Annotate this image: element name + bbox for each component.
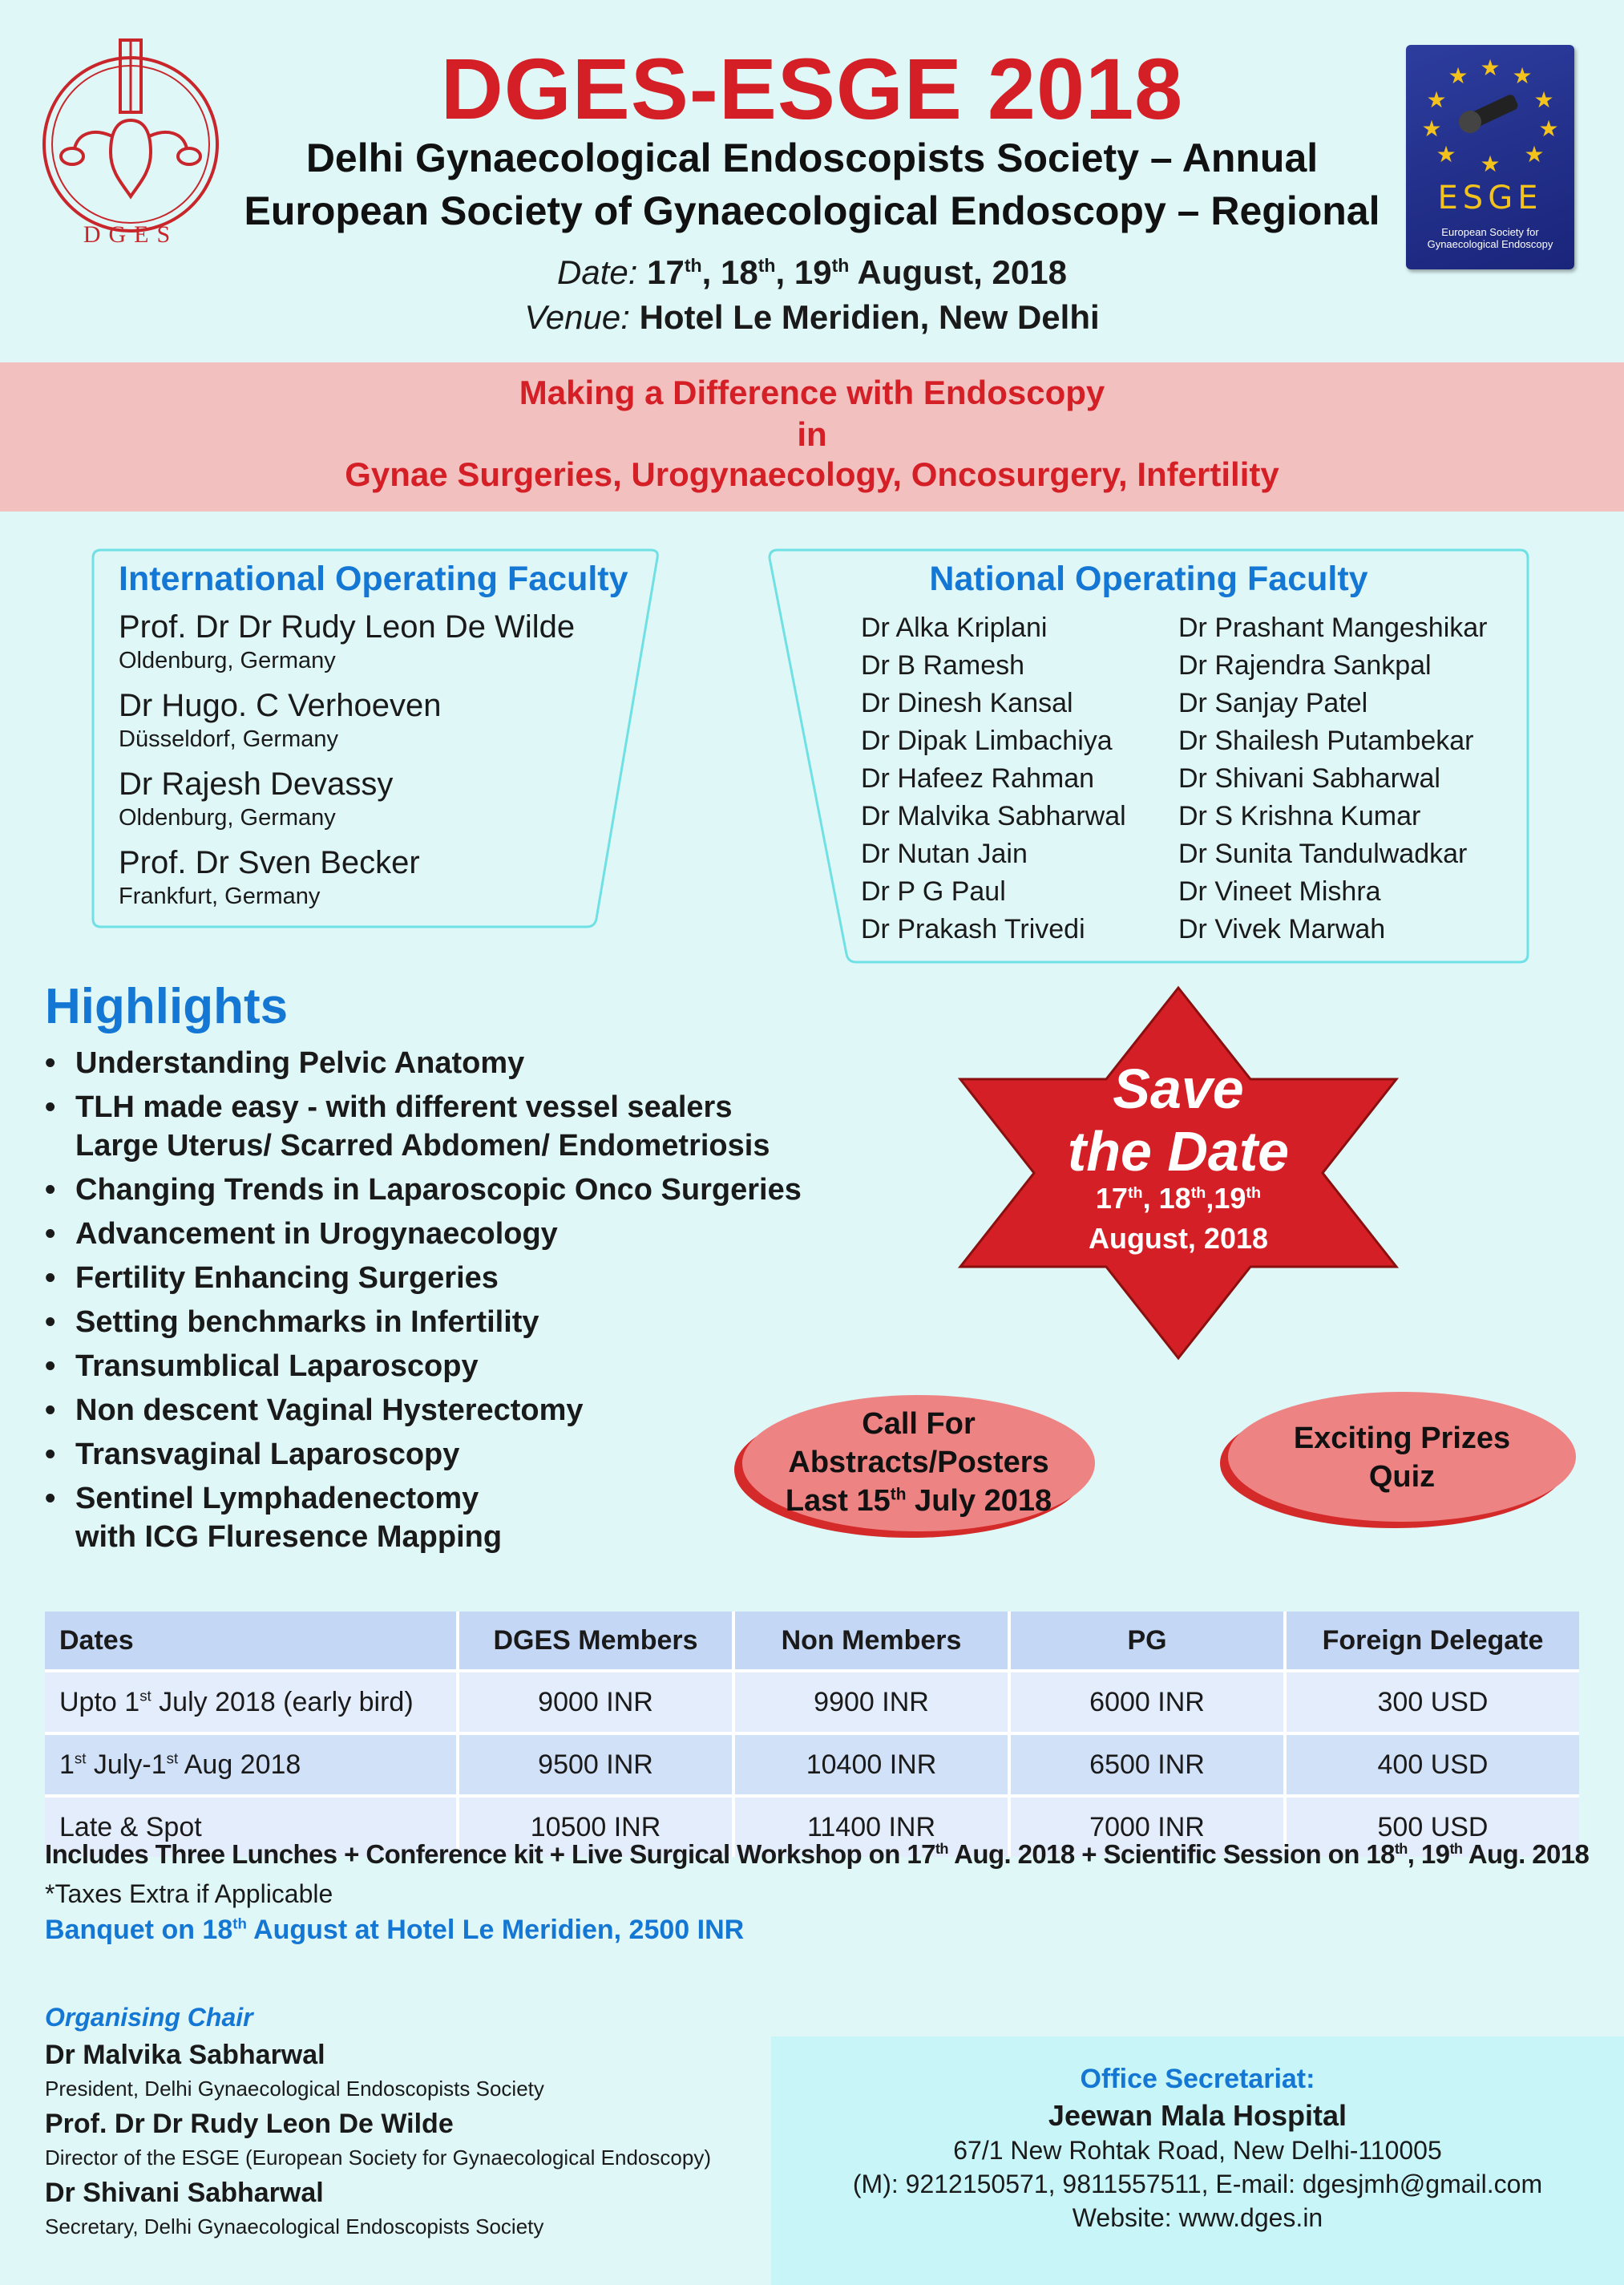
highlight-item: • Sentinel Lymphadenectomy with ICG Fluresence Mapping bbox=[45, 1479, 814, 1556]
event-date: Date: 17th, 18th, 19th August, 2018 bbox=[557, 253, 1067, 291]
esge-stars-icon bbox=[1406, 45, 1574, 181]
esge-logo bbox=[1406, 45, 1574, 269]
svg-text:★: ★ bbox=[1512, 63, 1533, 89]
natl-faculty-name: Dr S Krishna Kumar bbox=[1178, 801, 1421, 831]
table-header-row bbox=[45, 1612, 1579, 1671]
fee-cell: 10400 INR bbox=[733, 1733, 1009, 1796]
natl-faculty-name: Dr P G Paul bbox=[861, 876, 1006, 907]
svg-text:★: ★ bbox=[1436, 141, 1456, 168]
fee-cell: 9500 INR bbox=[458, 1733, 733, 1796]
secretariat-title: Office Secretariat: bbox=[1080, 2064, 1315, 2094]
fee-cell: 11400 INR bbox=[733, 1796, 1009, 1857]
natl-faculty-name: Dr Nutan Jain bbox=[861, 839, 1028, 869]
column-header: Dates bbox=[45, 1612, 458, 1671]
natl-faculty-name: Dr Shailesh Putambekar bbox=[1178, 726, 1474, 756]
secretariat-address: 67/1 New Rohtak Road, New Delhi-110005 bbox=[953, 2136, 1442, 2165]
intl-faculty-location: Düsseldorf, Germany bbox=[119, 726, 338, 752]
svg-text:★: ★ bbox=[1533, 87, 1554, 113]
secretariat-website: Website: www.dges.in bbox=[1072, 2203, 1323, 2232]
national-faculty-col-1 bbox=[861, 609, 1126, 948]
natl-faculty-name: Dr Prashant Mangeshikar bbox=[1178, 613, 1488, 643]
fee-cell: 400 USD bbox=[1285, 1733, 1579, 1796]
esge-logo-text: ESGE bbox=[1437, 180, 1543, 216]
highlight-item: • Understanding Pelvic Anatomy bbox=[45, 1044, 814, 1082]
prizes-line-1: Exciting Prizes bbox=[1293, 1422, 1511, 1455]
natl-faculty-name: Dr B Ramesh bbox=[861, 650, 1025, 681]
highlight-item: • Advancement in Urogynaecology bbox=[45, 1215, 814, 1253]
fee-cell: 10500 INR bbox=[458, 1796, 733, 1857]
intl-faculty-location: Oldenburg, Germany bbox=[119, 805, 336, 831]
organiser-role: Director of the ESGE (European Society for Gynaecological Endoscopy) bbox=[45, 2145, 711, 2170]
highlight-item: • Transumblical Laparoscopy bbox=[45, 1347, 814, 1385]
international-faculty-title: International Operating Faculty bbox=[119, 560, 628, 598]
banquet-note: Banquet on 18th August at Hotel Le Meridien, 2500 INR bbox=[45, 1915, 745, 1945]
fee-cell: 500 USD bbox=[1285, 1796, 1579, 1857]
organiser-name: Prof. Dr Dr Rudy Leon De Wilde bbox=[45, 2109, 454, 2139]
svg-text:★: ★ bbox=[1421, 115, 1442, 142]
row-date: Upto 1st July 2018 (early bird) bbox=[45, 1671, 458, 1733]
prizes-line-2: Quiz bbox=[1368, 1460, 1436, 1494]
highlights-list bbox=[45, 1044, 814, 1562]
svg-text:★: ★ bbox=[1480, 151, 1501, 177]
svg-text:★: ★ bbox=[1448, 63, 1468, 89]
abstracts-line-1: Call For bbox=[862, 1407, 976, 1441]
save-the-date-line-1: Save bbox=[1113, 1058, 1244, 1120]
venue-label: Venue: bbox=[524, 298, 630, 336]
dges-logo-text: DGES bbox=[83, 221, 179, 248]
venue-text: Hotel Le Meridien, New Delhi bbox=[639, 298, 1100, 336]
natl-faculty-name: Dr Rajendra Sankpal bbox=[1178, 650, 1432, 681]
highlight-item: • Changing Trends in Laparoscopic Onco Surgeries bbox=[45, 1171, 814, 1209]
organiser-role: President, Delhi Gynaecological Endoscopists Society bbox=[45, 2077, 544, 2101]
fee-cell: 9900 INR bbox=[733, 1671, 1009, 1733]
fee-cell: 300 USD bbox=[1285, 1671, 1579, 1733]
natl-faculty-name: Dr Prakash Trivedi bbox=[861, 914, 1085, 944]
intl-faculty-name: Dr Hugo. C Verhoeven bbox=[119, 688, 442, 723]
svg-text:★: ★ bbox=[1480, 55, 1501, 81]
natl-faculty-name: Dr Dipak Limbachiya bbox=[861, 726, 1113, 756]
date-month: August, 2018 bbox=[857, 253, 1067, 291]
intl-faculty-name: Prof. Dr Sven Becker bbox=[119, 845, 420, 880]
banner-line-2: in bbox=[797, 415, 827, 453]
esge-logo-subtext: European Society for Gynaecological Endoscopy bbox=[1427, 226, 1553, 250]
natl-faculty-name: Dr Malvika Sabharwal bbox=[861, 801, 1126, 831]
registration-fee-table bbox=[45, 1612, 1579, 1857]
subtitle-dges: Delhi Gynaecological Endoscopists Society – Annual bbox=[305, 135, 1319, 180]
call-for-abstracts-badge bbox=[742, 1395, 1095, 1531]
intl-faculty-name: Prof. Dr Dr Rudy Leon De Wilde bbox=[119, 609, 576, 645]
save-the-date-month: August, 2018 bbox=[1088, 1222, 1269, 1255]
natl-faculty-name: Dr Hafeez Rahman bbox=[861, 763, 1095, 794]
organiser-role: Secretary, Delhi Gynaecological Endoscopists Society bbox=[45, 2214, 544, 2238]
national-faculty-col-2 bbox=[1178, 609, 1488, 948]
fee-cell: 9000 INR bbox=[458, 1671, 733, 1733]
fee-cell: 7000 INR bbox=[1009, 1796, 1285, 1857]
natl-faculty-name: Dr Shivani Sabharwal bbox=[1178, 763, 1440, 794]
column-header: Non Members bbox=[733, 1612, 1009, 1671]
taxes-note: *Taxes Extra if Applicable bbox=[45, 1879, 333, 1908]
subtitle-esge: European Society of Gynaecological Endoscopy – Regional bbox=[244, 188, 1380, 233]
natl-faculty-name: Dr Sanjay Patel bbox=[1178, 688, 1368, 718]
intl-faculty-name: Dr Rajesh Devassy bbox=[119, 766, 394, 802]
page-title: DGES-ESGE 2018 bbox=[440, 40, 1184, 137]
table-row bbox=[45, 1733, 1579, 1796]
abstracts-line-3: Last 15th July 2018 bbox=[785, 1484, 1052, 1518]
row-date: Late & Spot bbox=[45, 1796, 458, 1857]
intl-faculty-location: Frankfurt, Germany bbox=[119, 884, 321, 909]
svg-text:★: ★ bbox=[1538, 115, 1559, 142]
column-header: DGES Members bbox=[458, 1612, 733, 1671]
event-venue bbox=[0, 298, 1624, 337]
prizes-badge bbox=[1228, 1392, 1576, 1522]
highlight-item: • Setting benchmarks in Infertility bbox=[45, 1303, 814, 1341]
highlights-title: Highlights bbox=[45, 979, 289, 1034]
highlight-item: • Fertility Enhancing Surgeries bbox=[45, 1259, 814, 1297]
secretariat-contact: (M): 9212150571, 9811557511, E-mail: dgesjmh@gmail.com bbox=[852, 2170, 1543, 2198]
date-label: Date: bbox=[557, 253, 638, 291]
fee-includes-note: Includes Three Lunches + Conference kit + Live Surgical Workshop on 17th Aug. 2018 + Scientific Session on 18th, 19th Aug. 2018 bbox=[45, 1839, 1590, 1869]
save-the-date-line-2: the Date bbox=[1067, 1120, 1290, 1183]
fee-cell: 6500 INR bbox=[1009, 1733, 1285, 1796]
banner-line-1: Making a Difference with Endoscopy bbox=[519, 374, 1105, 411]
highlight-item: • Non descent Vaginal Hysterectomy bbox=[45, 1391, 814, 1430]
secretariat-org: Jeewan Mala Hospital bbox=[1048, 2099, 1347, 2132]
organiser-name: Dr Malvika Sabharwal bbox=[45, 2040, 325, 2070]
national-faculty-title: National Operating Faculty bbox=[929, 560, 1368, 598]
svg-text:★: ★ bbox=[1524, 141, 1545, 168]
highlight-item: • TLH made easy - with different vessel sealers Large Uterus/ Scarred Abdomen/ Endometriosis bbox=[45, 1088, 814, 1165]
fee-cell: 6000 INR bbox=[1009, 1671, 1285, 1733]
natl-faculty-name: Dr Vineet Mishra bbox=[1178, 876, 1381, 907]
intl-faculty-location: Oldenburg, Germany bbox=[119, 648, 336, 673]
banner-line-3: Gynae Surgeries, Urogynaecology, Oncosurgery, Infertility bbox=[345, 455, 1279, 493]
highlight-item: • Transvaginal Laparoscopy bbox=[45, 1435, 814, 1474]
save-the-date-days: 17th, 18th,19th bbox=[1095, 1182, 1262, 1215]
row-date: 1st July-1st Aug 2018 bbox=[45, 1733, 458, 1796]
column-header: Foreign Delegate bbox=[1285, 1612, 1579, 1671]
natl-faculty-name: Dr Vivek Marwah bbox=[1178, 914, 1386, 944]
abstracts-line-2: Abstracts/Posters bbox=[788, 1446, 1049, 1479]
organising-chair-title: Organising Chair bbox=[45, 2003, 253, 2032]
svg-text:★: ★ bbox=[1426, 87, 1447, 113]
natl-faculty-name: Dr Alka Kriplani bbox=[861, 613, 1048, 643]
natl-faculty-name: Dr Dinesh Kansal bbox=[861, 688, 1073, 718]
organiser-name: Dr Shivani Sabharwal bbox=[45, 2178, 324, 2208]
table-row bbox=[45, 1671, 1579, 1733]
column-header: PG bbox=[1009, 1612, 1285, 1671]
natl-faculty-name: Dr Sunita Tandulwadkar bbox=[1178, 839, 1468, 869]
